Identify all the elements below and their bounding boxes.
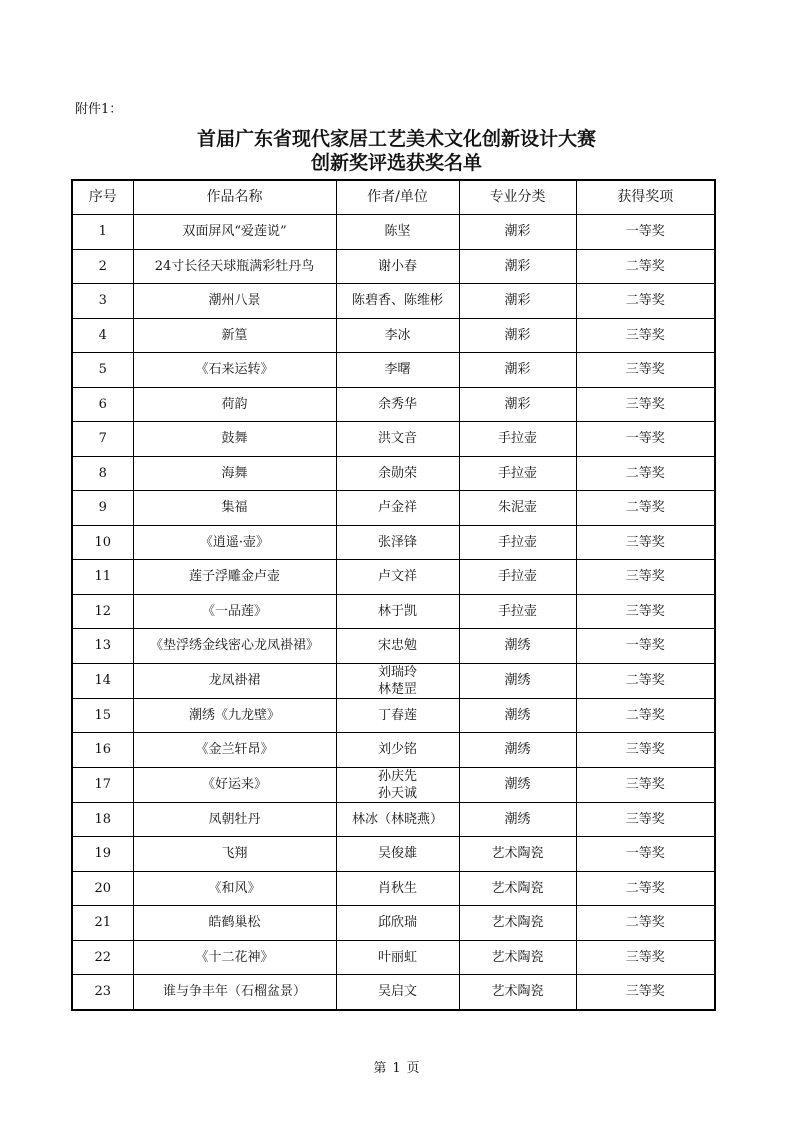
author-name: 孙天诚: [377, 785, 417, 801]
cell-award: 二等奖: [576, 456, 715, 491]
cell-award: 三等奖: [576, 940, 715, 975]
cell-author: [336, 733, 459, 768]
cell-author: [336, 837, 459, 872]
cell-number: 16: [72, 733, 133, 768]
cell-number: 19: [72, 837, 133, 872]
author-name: 吴俊雄: [377, 846, 417, 862]
table-row: [72, 663, 715, 698]
cell-category: 潮绣: [459, 767, 576, 802]
cell-category: 潮彩: [459, 387, 576, 422]
table-row: [72, 318, 715, 353]
cell-award: 二等奖: [576, 663, 715, 698]
cell-work-title: 皓鹤巢松: [133, 906, 336, 941]
table-row: [72, 525, 715, 560]
cell-category: 朱泥壶: [459, 491, 576, 526]
cell-category: 潮绣: [459, 698, 576, 733]
cell-work-title: 《一品莲》: [133, 594, 336, 629]
table-row: [72, 560, 715, 595]
cell-work-title: 飞翔: [133, 837, 336, 872]
page-number: 1: [392, 1061, 401, 1076]
cell-number: 12: [72, 594, 133, 629]
awards-table: [71, 179, 716, 1011]
cell-work-title: 双面屏风“爱莲说”: [133, 215, 336, 250]
cell-number: 1: [72, 215, 133, 250]
cell-work-title: 鼓舞: [133, 422, 336, 457]
author-name: 张泽锋: [377, 534, 417, 550]
cell-award: 二等奖: [576, 249, 715, 284]
cell-number: 22: [72, 940, 133, 975]
cell-award: 二等奖: [576, 698, 715, 733]
table-row: [72, 594, 715, 629]
cell-number: 6: [72, 387, 133, 422]
cell-author: [336, 249, 459, 284]
table-row: [72, 767, 715, 802]
cell-author: [336, 767, 459, 802]
table-row: [72, 387, 715, 422]
cell-category: 潮彩: [459, 318, 576, 353]
cell-author: [336, 871, 459, 906]
table-row: [72, 940, 715, 975]
cell-award: 二等奖: [576, 284, 715, 319]
cell-category: 手拉壶: [459, 456, 576, 491]
attachment-label: 附件1：: [75, 102, 123, 117]
cell-work-title: 24寸长径天球瓶满彩牡丹鸟: [133, 249, 336, 284]
cell-author: [336, 422, 459, 457]
cell-award: 三等奖: [576, 318, 715, 353]
cell-award: 二等奖: [576, 491, 715, 526]
author-name: 余勋荣: [377, 465, 417, 481]
page-prefix: 第: [373, 1061, 387, 1076]
cell-author: [336, 975, 459, 1010]
table-row: [72, 698, 715, 733]
author-name: 谢小春: [377, 258, 417, 274]
cell-category: 艺术陶瓷: [459, 871, 576, 906]
author-name: 林楚罡: [377, 681, 417, 697]
cell-work-title: 莲子浮雕金卢壶: [133, 560, 336, 595]
cell-award: 一等奖: [576, 837, 715, 872]
page-footer: [0, 1057, 793, 1076]
column-header-author: 作者/单位: [336, 180, 459, 215]
cell-number: 11: [72, 560, 133, 595]
table-header-row: [72, 180, 715, 215]
cell-work-title: 荷韵: [133, 387, 336, 422]
cell-author: [336, 318, 459, 353]
cell-category: 手拉壶: [459, 422, 576, 457]
cell-category: 潮绣: [459, 629, 576, 664]
cell-category: 手拉壶: [459, 594, 576, 629]
author-name: 余秀华: [377, 396, 417, 412]
cell-award: 三等奖: [576, 353, 715, 388]
cell-work-title: 新篁: [133, 318, 336, 353]
cell-number: 17: [72, 767, 133, 802]
cell-number: 7: [72, 422, 133, 457]
author-name: 孙庆先: [377, 768, 417, 784]
cell-number: 23: [72, 975, 133, 1010]
cell-number: 3: [72, 284, 133, 319]
table-row: [72, 906, 715, 941]
author-name: 丁春莲: [377, 707, 417, 723]
cell-number: 21: [72, 906, 133, 941]
table-row: [72, 456, 715, 491]
cell-category: 潮彩: [459, 353, 576, 388]
column-header-work: 作品名称: [133, 180, 336, 215]
author-name: 邱欣瑞: [377, 915, 417, 931]
cell-award: 三等奖: [576, 387, 715, 422]
cell-category: 艺术陶瓷: [459, 940, 576, 975]
cell-author: [336, 698, 459, 733]
cell-work-title: 潮绣《九龙壁》: [133, 698, 336, 733]
cell-work-title: 《逍遥·壶》: [133, 525, 336, 560]
cell-award: 一等奖: [576, 215, 715, 250]
cell-award: 三等奖: [576, 733, 715, 768]
cell-number: 14: [72, 663, 133, 698]
cell-author: [336, 525, 459, 560]
document-subtitle: 创新奖评选获奖名单: [310, 152, 482, 174]
cell-category: 手拉壶: [459, 525, 576, 560]
cell-category: 潮绣: [459, 802, 576, 837]
table-row: [72, 353, 715, 388]
cell-category: 潮绣: [459, 663, 576, 698]
cell-author: [336, 802, 459, 837]
author-name: 卢文祥: [377, 569, 417, 585]
table-row: [72, 733, 715, 768]
cell-award: 三等奖: [576, 802, 715, 837]
table-row: [72, 491, 715, 526]
cell-category: 手拉壶: [459, 560, 576, 595]
cell-number: 20: [72, 871, 133, 906]
cell-number: 2: [72, 249, 133, 284]
cell-author: [336, 906, 459, 941]
cell-number: 4: [72, 318, 133, 353]
column-header-number: 序号: [72, 180, 133, 215]
cell-award: 二等奖: [576, 871, 715, 906]
author-name: 宋忠勉: [377, 638, 417, 654]
cell-category: 潮彩: [459, 284, 576, 319]
cell-author: [336, 215, 459, 250]
table-row: [72, 215, 715, 250]
cell-award: 一等奖: [576, 629, 715, 664]
author-name: 陈坚: [384, 224, 411, 240]
cell-work-title: 龙凤褂裙: [133, 663, 336, 698]
author-name: 叶丽虹: [377, 949, 417, 965]
author-name: 肖秋生: [377, 880, 417, 896]
cell-category: 潮彩: [459, 249, 576, 284]
cell-award: 三等奖: [576, 594, 715, 629]
cell-award: 一等奖: [576, 422, 715, 457]
cell-author: [336, 560, 459, 595]
cell-category: 艺术陶瓷: [459, 975, 576, 1010]
cell-work-title: 集福: [133, 491, 336, 526]
table-body: [72, 215, 715, 1010]
cell-award: 三等奖: [576, 975, 715, 1010]
table-row: [72, 422, 715, 457]
author-name: 刘瑞玲: [377, 664, 417, 680]
cell-work-title: 《石来运转》: [133, 353, 336, 388]
cell-author: [336, 456, 459, 491]
cell-work-title: 《金兰轩昂》: [133, 733, 336, 768]
cell-number: 13: [72, 629, 133, 664]
author-name: 刘少铭: [377, 742, 417, 758]
cell-author: [336, 387, 459, 422]
cell-work-title: 《好运来》: [133, 767, 336, 802]
table-row: [72, 284, 715, 319]
cell-work-title: 潮州八景: [133, 284, 336, 319]
author-name: 李曙: [384, 362, 411, 378]
table-row: [72, 629, 715, 664]
table-row: [72, 975, 715, 1010]
cell-category: 艺术陶瓷: [459, 837, 576, 872]
table-row: [72, 802, 715, 837]
cell-work-title: 谁与争丰年（石榴盆景）: [133, 975, 336, 1010]
document-title: 首届广东省现代家居工艺美术文化创新设计大赛: [196, 128, 596, 150]
author-name: 林冰（林晓燕）: [351, 811, 443, 827]
cell-author: [336, 594, 459, 629]
cell-number: 8: [72, 456, 133, 491]
cell-number: 15: [72, 698, 133, 733]
cell-number: 9: [72, 491, 133, 526]
cell-work-title: 《和风》: [133, 871, 336, 906]
author-name: 洪文音: [377, 431, 417, 447]
column-header-award: 获得奖项: [576, 180, 715, 215]
cell-work-title: 《十二花神》: [133, 940, 336, 975]
cell-work-title: 海舞: [133, 456, 336, 491]
cell-work-title: 《垫浮绣金线密心龙凤褂裙》: [133, 629, 336, 664]
author-name: 林于凯: [377, 603, 417, 619]
table-row: [72, 837, 715, 872]
cell-award: 三等奖: [576, 767, 715, 802]
author-name: 卢金祥: [377, 500, 417, 516]
author-name: 吴启文: [377, 984, 417, 1000]
page-suffix: 页: [406, 1061, 420, 1076]
cell-author: [336, 629, 459, 664]
cell-award: 三等奖: [576, 525, 715, 560]
cell-award: 二等奖: [576, 906, 715, 941]
cell-author: [336, 353, 459, 388]
cell-author: [336, 663, 459, 698]
cell-number: 18: [72, 802, 133, 837]
cell-award: 三等奖: [576, 560, 715, 595]
cell-number: 5: [72, 353, 133, 388]
cell-work-title: 凤朝牡丹: [133, 802, 336, 837]
column-header-category: 专业分类: [459, 180, 576, 215]
table-row: [72, 871, 715, 906]
cell-category: 潮绣: [459, 733, 576, 768]
author-name: 陈碧香、陈维彬: [351, 293, 443, 309]
cell-author: [336, 940, 459, 975]
cell-category: 潮彩: [459, 215, 576, 250]
author-name: 李冰: [384, 327, 411, 343]
cell-author: [336, 491, 459, 526]
table-row: [72, 249, 715, 284]
cell-number: 10: [72, 525, 133, 560]
cell-author: [336, 284, 459, 319]
cell-category: 艺术陶瓷: [459, 906, 576, 941]
